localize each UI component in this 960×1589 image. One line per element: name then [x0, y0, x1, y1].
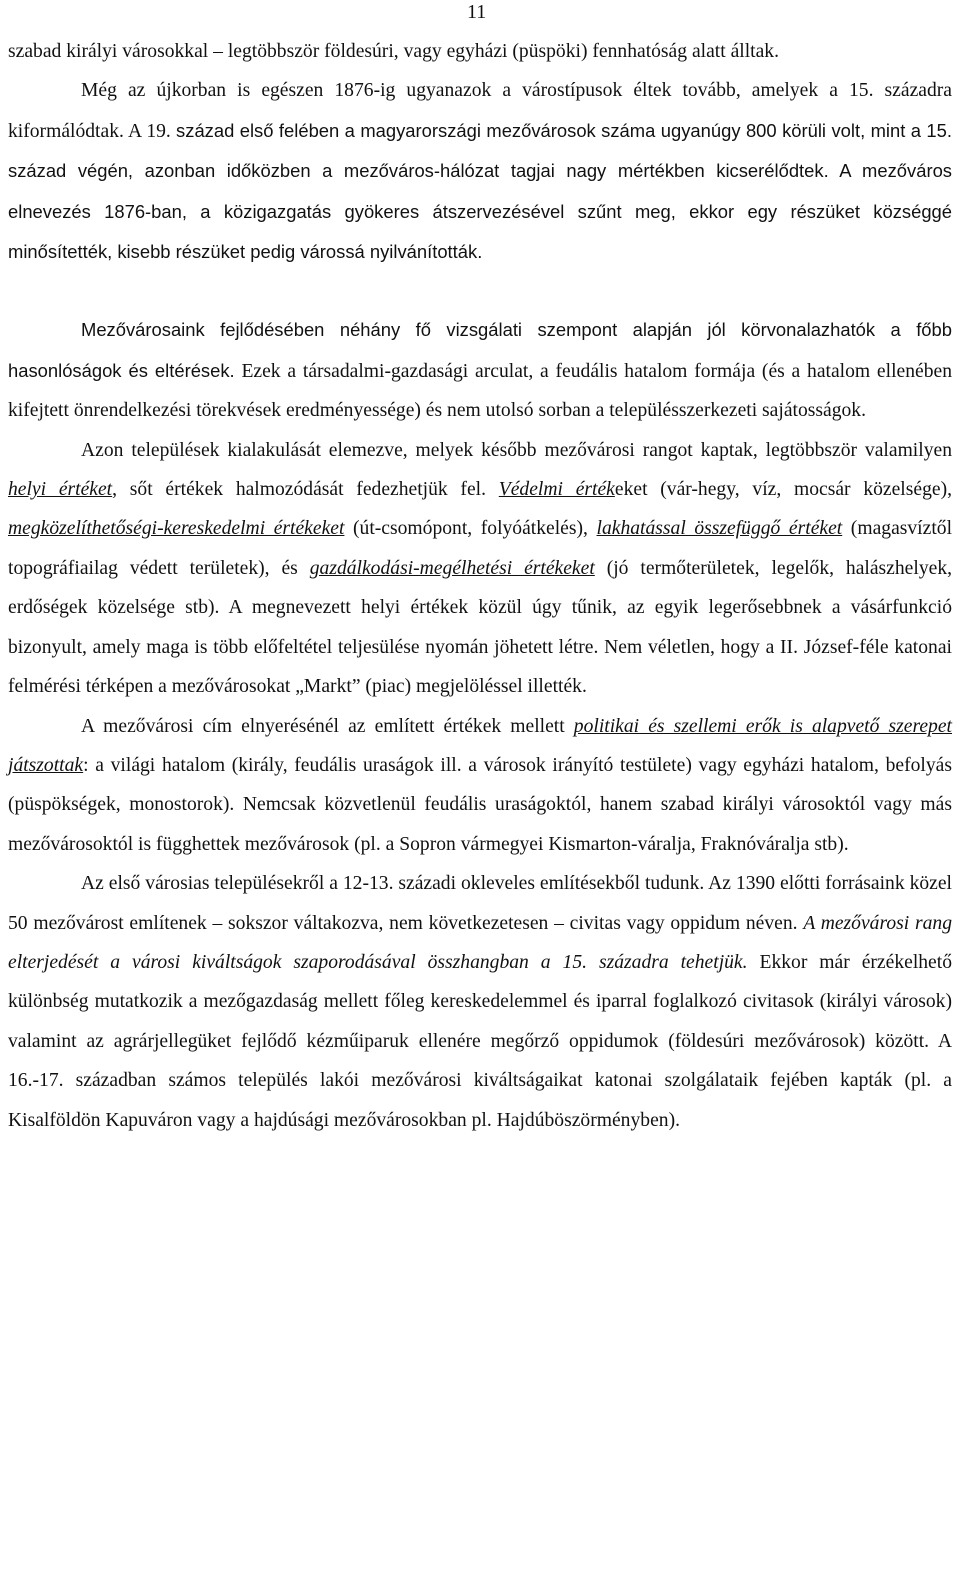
text-run: (magasvíztől topográfiailag védett területek), és	[8, 518, 953, 579]
text-run: eket (vár-hegy, víz, mocsár közelsége),	[614, 479, 952, 501]
paragraph-3	[8, 310, 952, 430]
text-run: (jó termőterületek, legelők, halászhelyek, erdőségek közelsége stb). A megnevezett helyi értékek közül úgy tűnik, az egyik legerősebbnek a vásárfunkció bizonyult, amely maga is több előfeltétel teljesülése nyomán jöhetett létre. Nem véletlen, hogy a II. József-féle katonai felmérési térképen a mezővárosokat „Markt” (piac) megjelöléssel illették.	[8, 557, 953, 698]
paragraph-2	[8, 71, 952, 272]
emphasized-term: gazdálkodási-megélhetési értékeket	[309, 557, 595, 579]
emphasized-term: politikai és szellemi erők is alapvető szerepet játszottak	[8, 715, 952, 776]
text-run: szabad királyi városokkal – legtöbbször földesúri, vagy egyházi (püspöki) fennhatóság alatt álltak.	[8, 41, 779, 62]
emphasized-term: lakhatással összefüggő értéket	[596, 518, 843, 540]
emphasis	[499, 479, 615, 500]
text-run: , sőt értékek halmozódását fedezhetjük fel.	[112, 479, 499, 501]
text-run: : a világi hatalom (király, feudális uraságok ill. a városok irányító testülete) vagy egyházi hatalom, befolyás (püspökségek, monostorok). Nemcsak közvetlenül feudális uraságoktól, hanem szabad királyi városoktól vagy más mezővárosoktól is függhettek mezővárosok (pl. a Sopron vármegyei Kismarton-váralja, Fraknóváralja stb).	[8, 754, 952, 855]
emphasis	[8, 479, 112, 500]
text-run: Ekkor már érzékelhető különbség mutatkozik a mezőgazdaság mellett főleg kereskedelemmel és iparral foglalkozó civitasok (királyi városok) valamint az agrárjellegüket fejlődő kézműiparuk ellenére megőrző oppidumok (földesúri mezővárosok) között. A 16.-17. században számos település lakói mezővárosi kiváltságaikat katonai szolgálataik fejében kapták (pl. a Kisalföldön Kapuváron vagy a hajdúsági mezővárosokban pl. Hajdúböszörményben).	[8, 951, 952, 1131]
emphasis	[310, 558, 595, 579]
text-run: Mezővárosaink fejlődésében néhány fő vizsgálati szempont alapján jól körvonalazhatók a főbb hasonlóságok és eltérések.	[8, 319, 952, 381]
text-run: Azon települések kialakulását elemezve, melyek később mezővárosi rangot kaptak, legtöbbször valamilyen	[81, 439, 952, 461]
emphasized-term: megközelíthetőségi-kereskedelmi értékeket	[8, 518, 345, 540]
text-run: Ezek a társadalmi-gazdasági arculat, a feudális hatalom formája (és a hatalom ellenében kifejtett önrendelkezési törekvések eredményessége) és nem utolsó sorban a településszerkezeti sajátosságok.	[8, 360, 953, 422]
emphasis	[597, 518, 843, 539]
paragraph-5	[8, 707, 952, 865]
body-text	[8, 32, 952, 1140]
emphasis	[8, 518, 344, 539]
page-number: 11	[467, 1, 487, 23]
paragraph-1	[8, 32, 952, 71]
text-run: Még az újkorban is egészen 1876-ig ugyanazok a várostípusok éltek tovább, amelyek a 15. századra kiformálódtak. A 19.	[8, 80, 952, 142]
emphasized-term: Védelmi érték	[498, 479, 615, 501]
emphasis: A mezővárosi rang elterjedését a városi kiváltságok szaporodásával összhangban a 15. századra tehetjük.	[8, 912, 952, 973]
text-run: A mezővárosi cím elnyerésénél az említett értékek mellett	[81, 715, 574, 737]
text-run: Az első városias településekről a 12-13. századi okleveles említésekből tudunk. Az 1390 előtti forrásaink közel 50 mezővárost említenek – sokszor váltakozva, nem következetesen – civitas vagy oppidum néven.	[8, 873, 952, 934]
paragraph-4	[8, 431, 952, 707]
emphasized-term: helyi értéket	[8, 479, 113, 501]
text-run: század első felében a magyarországi mezővárosok száma ugyanúgy 800 körüli volt, mint a 15. század végén, azonban időközben a mezőváros-hálózat tagjai nagy mértékben kicserélődtek. A mezőváros elnevezés 1876-ban, a közigazgatás gyökeres átszervezésével szűnt meg, ekkor egy részüket községgé minősítették, kisebb részüket pedig várossá nyilvánították.	[8, 119, 952, 263]
paragraph-6	[8, 864, 952, 1140]
text-run: (út-csomópont, folyóátkelés),	[344, 518, 597, 540]
